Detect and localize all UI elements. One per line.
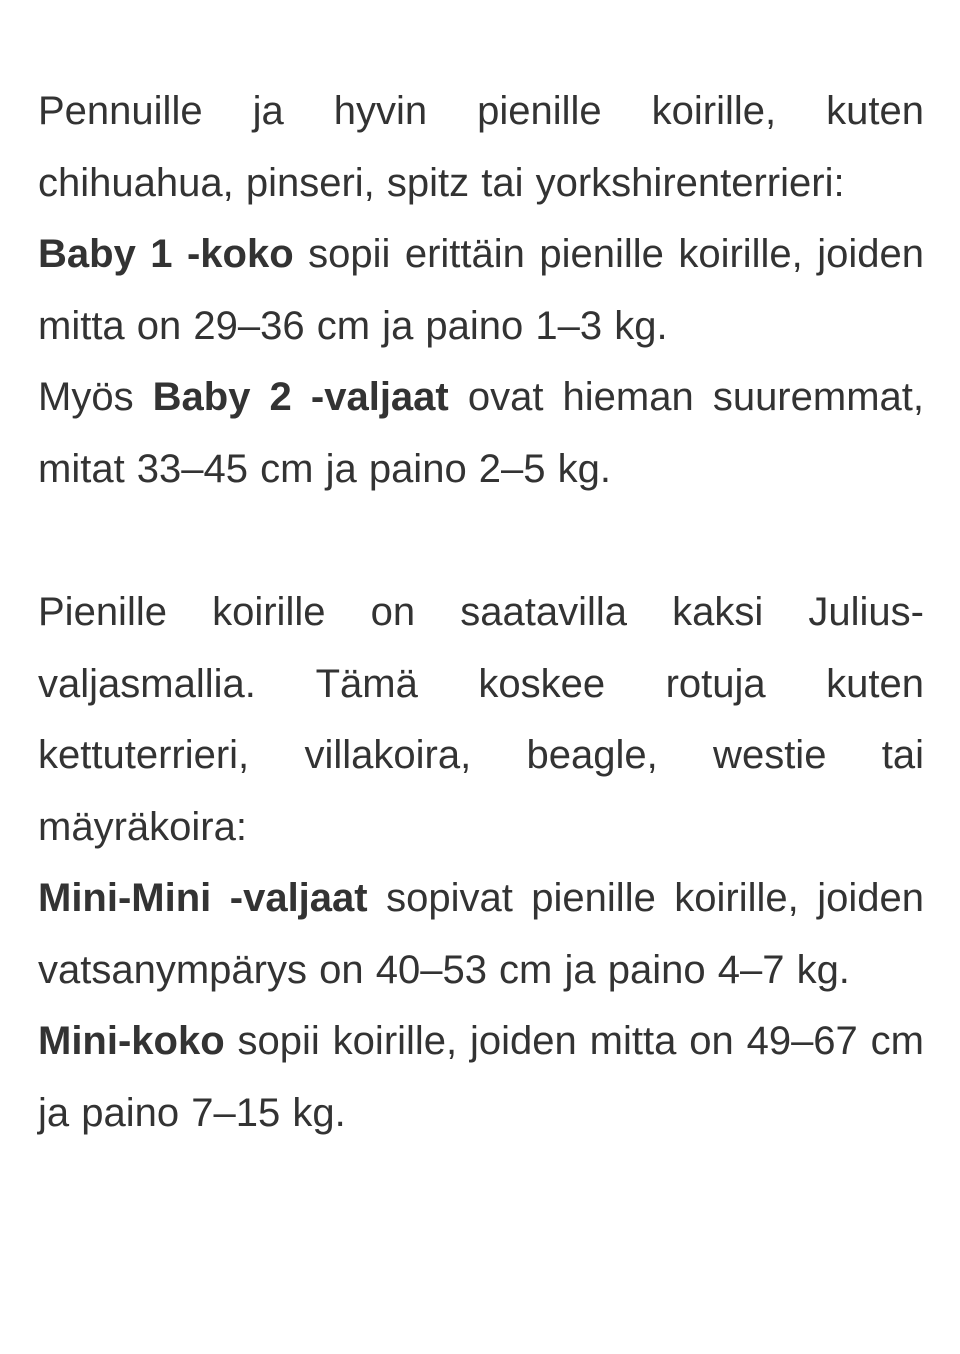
baby1-size-description: sopii erittäin pienille koirille, joiden mitta on 29–36 cm ja paino 1–3 kg. — [38, 232, 925, 348]
section-spacer — [38, 505, 924, 577]
mini-size-description: sopii koirille, joiden mitta on 49–67 cm ja paino 7–15 kg. — [38, 1019, 924, 1135]
baby2-size-description: ovat hieman suuremmat, mitat 33–45 cm ja paino 2–5 kg. — [38, 375, 924, 491]
mini-size-name: Mini-koko — [38, 1019, 225, 1063]
article-body — [38, 76, 924, 1149]
section1-intro: Pennuille ja hyvin pienille koirille, kuten chihuahua, pinseri, spitz tai yorkshirenterrieri: — [38, 89, 924, 205]
mini-mini-size-paragraph — [38, 863, 924, 1006]
baby1-size-paragraph — [38, 219, 924, 362]
mini-size-paragraph — [38, 1006, 924, 1149]
mini-mini-size-description: sopivat pienille koirille, joiden vatsanympärys on 40–53 cm ja paino 4–7 kg. — [38, 876, 924, 992]
baby1-size-name: Baby 1 -koko — [38, 232, 294, 276]
baby2-prefix: Myös — [38, 375, 153, 419]
baby2-size-name: Baby 2 -valjaat — [152, 375, 449, 419]
baby2-size-paragraph — [38, 362, 924, 505]
section2-intro: Pienille koirille on saatavilla kaksi Julius-valjasmallia. Tämä koskee rotuja kuten kettuterrieri, villakoira, beagle, westie tai mäyräkoira: — [38, 590, 924, 849]
mini-mini-size-name: Mini-Mini -valjaat — [38, 876, 368, 920]
